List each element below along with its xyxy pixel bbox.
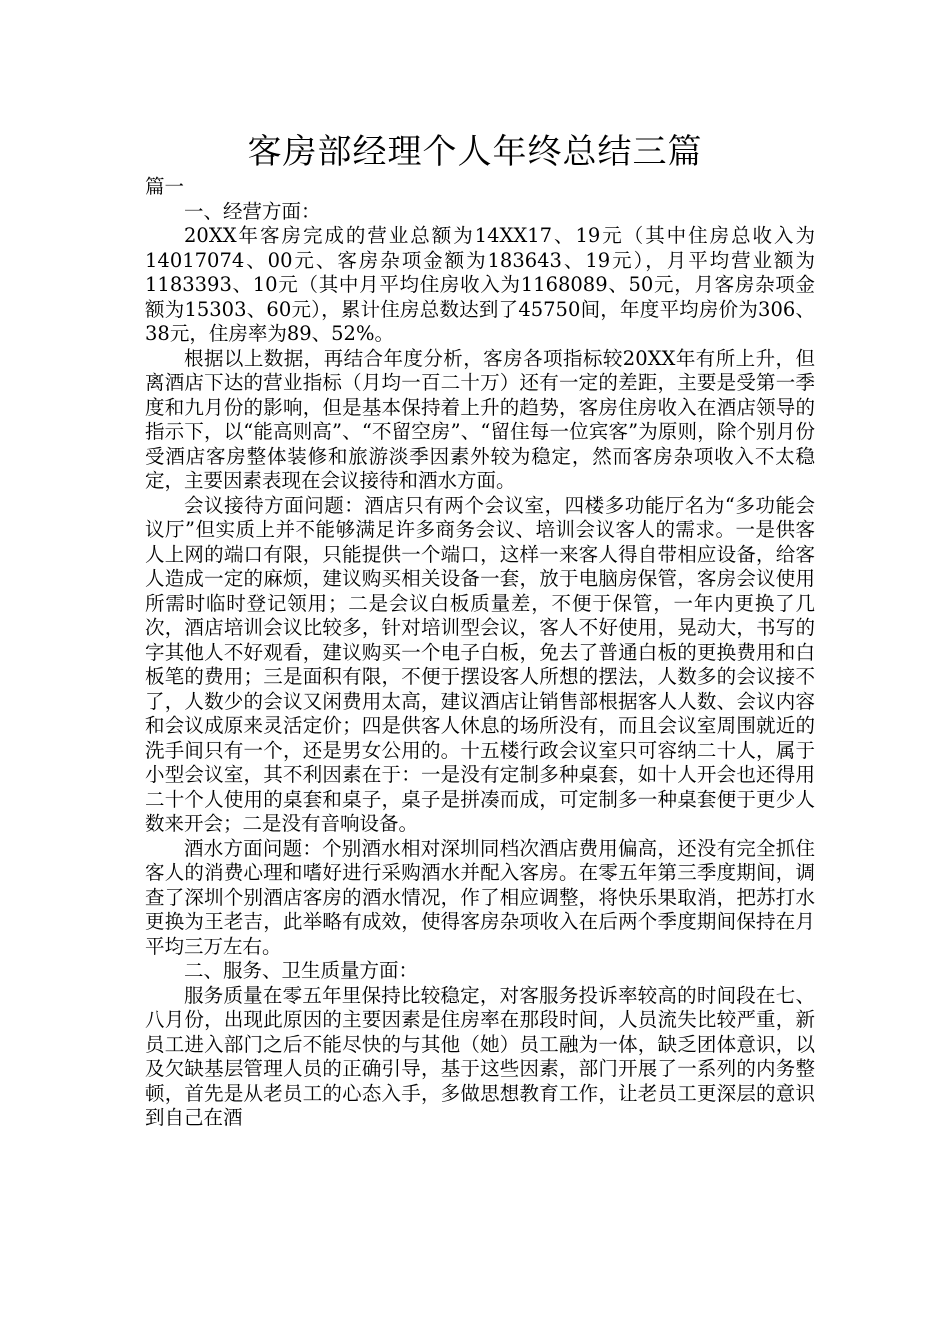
paragraph-revenue: 20XX年客房完成的营业总额为14XX17、19元（其中住房总收入为14017074、00元、客房杂项金额为183643、19元），月平均营业额为1183393、10元（其中月平均住房收入为1168089、50元，月客房杂项金额为15303、60元），累计住房总数达到了45750间，年度平均房价为306、38元，住房率为89、52%。 [145,224,815,345]
section-label: 篇一 [145,175,185,198]
paragraph-beverage-issues: 酒水方面问题：个别酒水相对深圳同档次酒店费用偏高，还没有完全抓住客人的消费心理和嗜好进行采购酒水并配入客房。在零五年第三季度期间，调查了深圳个别酒店客房的酒水情况，作了相应调整，将快乐果取消，把苏打水更换为王老吉，此举略有成效，使得客房杂项收入在后两个季度期间保持在月平均三万左右。 [145,836,815,958]
document-title: 客房部经理个人年终总结三篇 [247,132,703,172]
document-body [145,175,815,1131]
paragraph-service-quality: 服务质量在零五年里保持比较稳定，对客服务投诉率较高的时间段在七、八月份，出现此原因的主要因素是住房率在那段时间，人员流失比较严重，新员工进入部门之后不能尽快的与其他（她）员工融为一体，缺乏团体意识，以及欠缺基层管理人员的正确引导，基于这些因素，部门开展了一系列的内务整顿，首先是从老员工的心态入手，多做思想教育工作，让老员工更深层的意识到自己在酒 [145,983,815,1129]
heading-service-quality: 二、服务、卫生质量方面： [184,959,419,982]
paragraph-analysis: 根据以上数据，再结合年度分析，客房各项指标较20XX年有所上升，但离酒店下达的营业指标（月均一百二十万）还有一定的差距，主要是受第一季度和九月份的影响，但是基本保持着上升的趋势，客房住房收入在酒店领导的指示下，以“能高则高”、“不留空房”、“留住每一位宾客”为原则，除个别月份受酒店客房整体装修和旅游淡季因素外较为稳定，然而客房杂项收入不太稳定，主要因素表现在会议接待和酒水方面。 [145,346,815,492]
heading-business: 一、经营方面： [184,199,321,223]
paragraph-meeting-issues: 会议接待方面问题：酒店只有两个会议室，四楼多功能厅名为“多功能会议厅”但实质上并不能够满足许多商务会议、培训会议客人的需求。一是供客人上网的端口有限，只能提供一个端口，这样一来客人得自带相应设备，给客人造成一定的麻烦，建议购买相关设备一套，放于电脑房保管，客房会议使用所需时临时登记领用；二是会议白板质量差，不便于保管，一年内更换了几次，酒店培训会议比较多，针对培训型会议，客人不好使用，晃动大，书写的字其他人不好观看，建议购买一个电子白板，免去了普通白板的更换费用和白板笔的费用；三是面积有限，不便于摆设客人所想的摆法，人数多的会议接不了，人数少的会议又闲费用太高，建议酒店让销售部根据客人人数、会议内容和会议成原来灵活定价；四是供客人休息的场所没有，而且会议室周围就近的洗手间只有一个，还是男女公用的。十五楼行政会议室只可容纳二十人，属于小型会议室，其不利因素在于：一是没有定制多种桌套，如十人开会也还得用二十个人使用的桌套和桌子，桌子是拼凑而成，可定制多一种桌套便于更少人数来开会；二是没有音响设备。 [145,493,815,835]
